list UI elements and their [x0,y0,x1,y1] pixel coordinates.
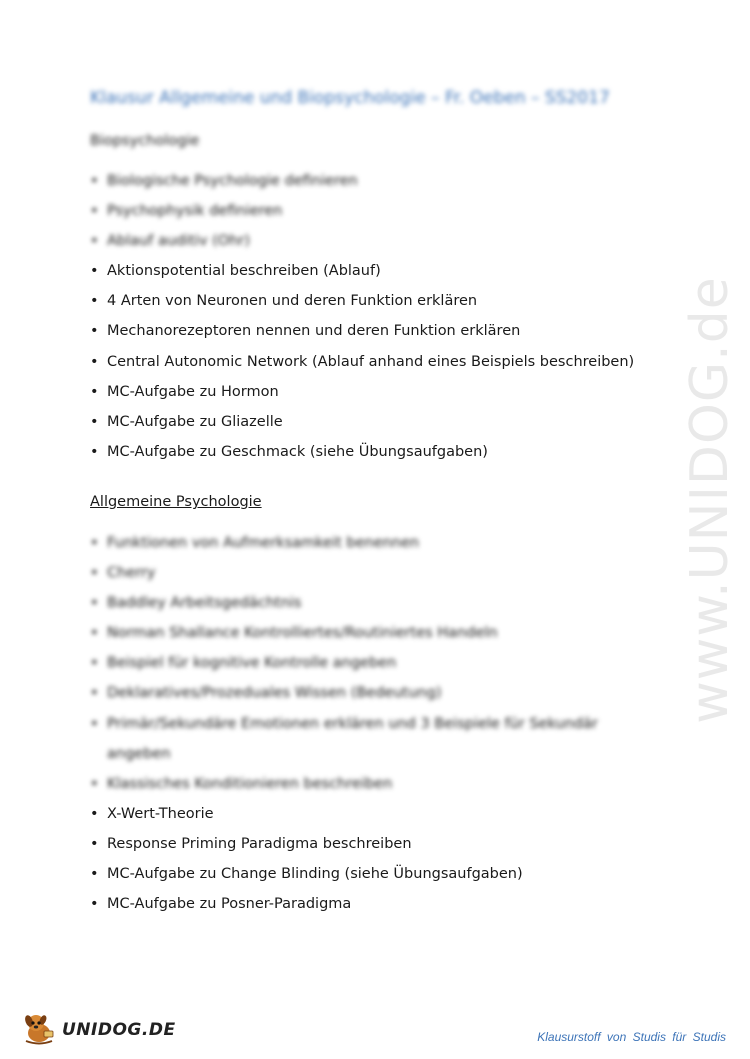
bullet-icon: • [90,203,99,220]
logo-text: UNIDOG.DE [62,1020,176,1040]
section-heading-biopsychologie: Biopsychologie [90,133,200,149]
bullet-icon: • [90,353,99,370]
bullet-icon: • [90,655,99,672]
bullet-icon: • [90,323,99,340]
watermark: www.UNIDOG.de [680,276,740,724]
list-item: • Beispiel für kognitive Kontrolle angeben [90,648,610,678]
dog-mascot-icon [22,1011,58,1049]
unidog-logo[interactable] [22,1012,176,1048]
bullet-icon: • [90,173,99,189]
document-title: Klausur Allgemeine und Biopsychologie – Fr. Oeben – SS2017 [90,88,610,108]
bullet-icon: • [90,805,99,822]
bullet-icon: • [90,413,99,430]
bullet-icon: • [90,535,99,551]
list-item: • Response Priming Paradigma beschreiben [90,829,610,859]
bullet-icon: • [90,866,99,883]
bullet-icon: • [90,685,99,702]
bullet-icon: • [90,835,99,852]
section-heading-allgemeine-psychologie: Allgemeine Psychologie [90,494,262,510]
list-item: • Funktionen von Aufmerksamkeit benennen [90,528,610,558]
list-item: • Cherry [90,558,610,588]
bullet-icon: • [90,565,99,582]
list-item: • MC-Aufgabe zu Posner-Paradigma [90,889,610,919]
bullet-icon: • [90,443,99,460]
list-item: • Norman Shallance Kontrolliertes/Routiniertes Handeln [90,618,610,648]
bullet-icon: • [90,715,99,732]
bullet-icon: • [90,383,99,400]
bullet-icon: • [90,263,99,280]
bullet-icon: • [90,293,99,310]
list-item: • Deklaratives/Prozeduales Wissen (Bedeutung) [90,678,610,708]
bullet-icon: • [90,625,99,642]
topic-list-allgemeine-psychologie [90,528,610,919]
list-item: • Primär/Sekundäre Emotionen erklären und 3 Beispiele für Sekundär angeben [90,709,610,769]
bullet-icon: • [90,595,99,612]
list-item: • Klassisches Konditionieren beschreiben [90,769,610,799]
list-item: • MC-Aufgabe zu Change Blinding (siehe Übungsaufgaben) [90,859,610,889]
bullet-icon: • [90,775,99,792]
list-item: • X-Wert-Theorie [90,799,610,829]
bullet-icon: • [90,233,99,250]
bullet-icon: • [90,896,99,913]
list-item: • Baddley Arbeitsgedächtnis [90,588,610,618]
footer-slogan: Klausurstoff von Studis für Studis [537,1030,726,1044]
